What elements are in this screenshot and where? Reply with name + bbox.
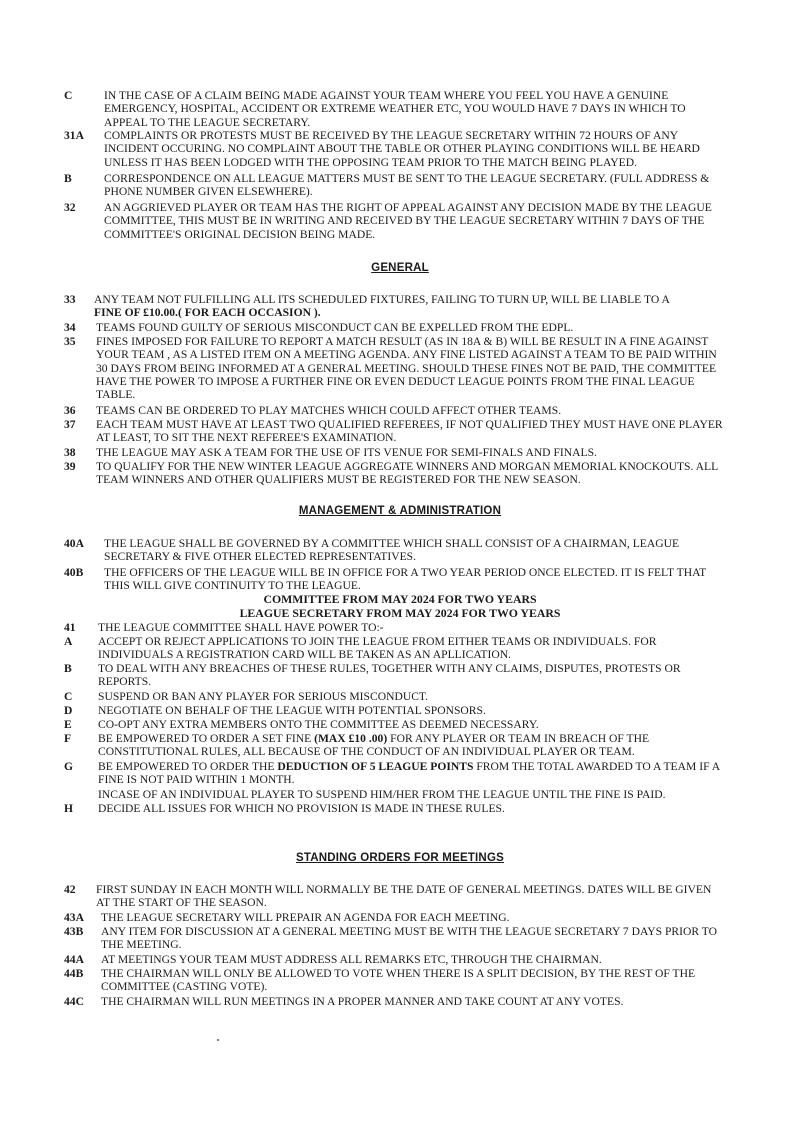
rule-g-text-b: FROM THE TOTAL AWARDED TO A TEAM IF A FINE IS NOT PAID WITHIN 1 MONTH.	[98, 760, 720, 787]
rule-text: AN AGGRIEVED PLAYER OR TEAM HAS THE RIGHT OF APPEAL AGAINST ANY DECISION MADE BY THE LEAGUE COMMITTEE, THIS MUST BE IN WRITING AND RECEIVED BY THE LEAGUE SECRETARY WITHIN 7 DAYS OF THE COMMITTEE'S ORIGINAL DECISION BEING MADE.	[104, 201, 712, 241]
rule-text: SUSPEND OR BAN ANY PLAYER FOR SERIOUS MISCONDUCT.	[98, 690, 429, 703]
rule-text	[94, 293, 724, 320]
rule-text: DECIDE ALL ISSUES FOR WHICH NO PROVISION IS MADE IN THESE RULES.	[98, 802, 505, 815]
rule-text: TEAMS CAN BE ORDERED TO PLAY MATCHES WHICH COULD AFFECT OTHER TEAMS.	[96, 404, 562, 417]
rule-text: THE OFFICERS OF THE LEAGUE WILL BE IN OFFICE FOR A TWO YEAR PERIOD ONCE ELECTED. IT IS FELT THAT THIS WILL GIVE CONTINUITY TO THE LEAGUE.	[104, 566, 707, 593]
rule-number: 40A	[64, 537, 84, 550]
rule-number: 35	[64, 335, 76, 348]
rule-text: FIRST SUNDAY IN EACH MONTH WILL NORMALLY BE THE DATE OF GENERAL MEETINGS. DATES WILL BE GIVEN AT THE START OF THE SEASON.	[96, 883, 712, 910]
rule-number: G	[64, 760, 74, 773]
rule-number: B	[64, 662, 72, 675]
section-heading-management: MANAGEMENT & ADMINISTRATION	[298, 505, 502, 517]
rule-text: THE LEAGUE COMMITTEE SHALL HAVE POWER TO:-	[98, 621, 384, 634]
rule-text: ACCEPT OR REJECT APPLICATIONS TO JOIN THE LEAGUE FROM EITHER TEAMS OR INDIVIDUALS. FOR INDIVIDUALS A REGISTRATION CARD WILL BE TAKEN AS AN APLLICATION.	[98, 635, 657, 662]
rule-text: TEAMS FOUND GUILTY OF SERIOUS MISCONDUCT CAN BE EXPELLED FROM THE EDPL.	[96, 321, 574, 334]
rule-text	[98, 760, 724, 787]
stray-mark	[217, 1039, 219, 1041]
rule-f-max-fine: (MAX £10 .00)	[314, 732, 388, 745]
rule-text: ANY ITEM FOR DISCUSSION AT A GENERAL MEETING MUST BE WITH THE LEAGUE SECRETARY 7 DAYS PRIOR TO THE MEETING.	[101, 925, 718, 952]
rule-text: THE CHAIRMAN WILL RUN MEETINGS IN A PROPER MANNER AND TAKE COUNT AT ANY VOTES.	[101, 995, 624, 1008]
rule-g-deduction: DEDUCTION OF 5 LEAGUE POINTS	[277, 760, 474, 773]
rule-number: C	[64, 89, 73, 102]
rule-number: 41	[64, 621, 76, 634]
rule-number: F	[64, 732, 72, 745]
rule-number: 31A	[64, 129, 84, 142]
rule-number: 38	[64, 446, 76, 459]
rule-text: COMPLAINTS OR PROTESTS MUST BE RECEIVED BY THE LEAGUE SECRETARY WITHIN 72 HOURS OF ANY INCIDENT OCCURING. NO COMPLAINT ABOUT THE TABLE OR OTHER PLAYING CONDITIONS WILL BE HEARD UNLESS IT HAS BEEN LODGED WITH THE OPPOSING TEAM PRIOR TO THE MATCH BEING PLAYED.	[104, 129, 700, 169]
section-heading-general: GENERAL	[371, 262, 429, 274]
rule-number: B	[64, 172, 72, 185]
committee-term: COMMITTEE FROM MAY 2024 FOR TWO YEARS	[263, 592, 537, 606]
rule-text	[98, 732, 724, 759]
rule-33-text: ANY TEAM NOT FULFILLING ALL ITS SCHEDULED FIXTURES, FAILING TO TURN UP, WILL BE LIABLE TO A	[94, 293, 670, 306]
rule-text: CO-OPT ANY EXTRA MEMBERS ONTO THE COMMITTEE AS DEEMED NECESSARY.	[98, 718, 539, 731]
rule-number: D	[64, 704, 73, 717]
rule-33-fine: FINE OF £10.00.( FOR EACH OCCASION ).	[94, 306, 321, 320]
rule-number: 36	[64, 404, 76, 417]
rule-number: 37	[64, 418, 76, 431]
rule-f-text-a: BE EMPOWERED TO ORDER A SET FINE	[98, 732, 312, 745]
rule-text: IN THE CASE OF A CLAIM BEING MADE AGAINST YOUR TEAM WHERE YOU FEEL YOU HAVE A GENUINE EMERGENCY, HOSPITAL, ACCIDENT OR EXTREME WEATHER ETC, YOU WOULD HAVE 7 DAYS IN WHICH TO APPEAL TO THE LEAGUE SECRETARY.	[104, 89, 686, 129]
rule-number: 34	[64, 321, 76, 334]
rule-number: 44B	[64, 967, 84, 980]
rule-number: 42	[64, 883, 76, 896]
rule-f-text-b: FOR ANY PLAYER OR TEAM IN BREACH OF THE CONSTITUTIONAL RULES, ALL BECAUSE OF THE CONDUCT OF AN INDIVIDUAL PLAYER OR TEAM.	[98, 732, 650, 759]
rule-text: TO DEAL WITH ANY BREACHES OF THESE RULES, TOGETHER WITH ANY CLAIMS, DISPUTES, PROTESTS OR REPORTS.	[98, 662, 681, 689]
section-heading-standing-orders: STANDING ORDERS FOR MEETINGS	[296, 852, 504, 864]
rule-number: A	[64, 635, 73, 648]
rule-number: 33	[64, 293, 76, 306]
rule-number: 44A	[64, 953, 84, 966]
rule-text: THE LEAGUE SECRETARY WILL PREPAIR AN AGENDA FOR EACH MEETING.	[101, 911, 510, 924]
rule-number: 43A	[64, 911, 84, 924]
rule-text: NEGOTIATE ON BEHALF OF THE LEAGUE WITH POTENTIAL SPONSORS.	[98, 704, 486, 717]
rule-text: AT MEETINGS YOUR TEAM MUST ADDRESS ALL REMARKS ETC, THROUGH THE CHAIRMAN.	[101, 953, 602, 966]
rule-g-text-a: BE EMPOWERED TO ORDER THE	[98, 760, 275, 773]
rule-number: E	[64, 718, 72, 731]
secretary-term: LEAGUE SECRETARY FROM MAY 2024 FOR TWO YEARS	[239, 606, 561, 620]
rule-text: THE LEAGUE MAY ASK A TEAM FOR THE USE OF ITS VENUE FOR SEMI-FINALS AND FINALS.	[96, 446, 597, 459]
rule-number: C	[64, 690, 73, 703]
rule-number: 44C	[64, 995, 84, 1008]
rule-text: THE CHAIRMAN WILL ONLY BE ALLOWED TO VOTE WHEN THERE IS A SPLIT DECISION, BY THE REST OF THE COMMITTEE (CASTING VOTE).	[101, 967, 696, 994]
rule-text: EACH TEAM MUST HAVE AT LEAST TWO QUALIFIED REFEREES, IF NOT QUALIFIED THEY MUST HAVE ONE PLAYER AT LEAST, TO SIT THE NEXT REFEREE'S EXAMINATION.	[96, 418, 723, 445]
rule-text: THE LEAGUE SHALL BE GOVERNED BY A COMMITTEE WHICH SHALL CONSIST OF A CHAIRMAN, LEAGUE SECRETARY & FIVE OTHER ELECTED REPRESENTATIVES.	[104, 537, 680, 564]
rule-text: FINES IMPOSED FOR FAILURE TO REPORT A MATCH RESULT (AS IN 18A & B) WILL BE RESULT IN A FINE AGAINST YOUR TEAM , AS A LISTED ITEM ON A MEETING AGENDA. ANY FINE LISTED AGAINST A TEAM TO BE PAID WITHIN 30 DAYS FROM BEING INFORMED AT A GENERAL MEETING. SHOULD THESE FINES NOT BE PAID, THE COMMITTEE HAVE THE POWER TO IMPOSE A FURTHER FINE OR EVEN DEDUCT LEAGUE POINTS FROM THE FINAL LEAGUE TABLE.	[96, 335, 717, 402]
rule-number: 32	[64, 201, 76, 214]
rule-number: H	[64, 802, 74, 815]
rule-number: 40B	[64, 566, 84, 579]
rule-text: CORRESPONDENCE ON ALL LEAGUE MATTERS MUST BE SENT TO THE LEAGUE SECRETARY. (FULL ADDRESS & PHONE NUMBER GIVEN ELSEWHERE).	[104, 172, 710, 199]
rule-text: TO QUALIFY FOR THE NEW WINTER LEAGUE AGGREGATE WINNERS AND MORGAN MEMORIAL KNOCKOUTS. ALL TEAM WINNERS AND OTHER QUALIFIERS MUST BE REGISTERED FOR THE NEW SEASON.	[96, 460, 718, 487]
rule-number: 39	[64, 460, 76, 473]
rule-number: 43B	[64, 925, 84, 938]
rule-text: INCASE OF AN INDIVIDUAL PLAYER TO SUSPEND HIM/HER FROM THE LEAGUE UNTIL THE FINE IS PAID.	[98, 788, 666, 801]
